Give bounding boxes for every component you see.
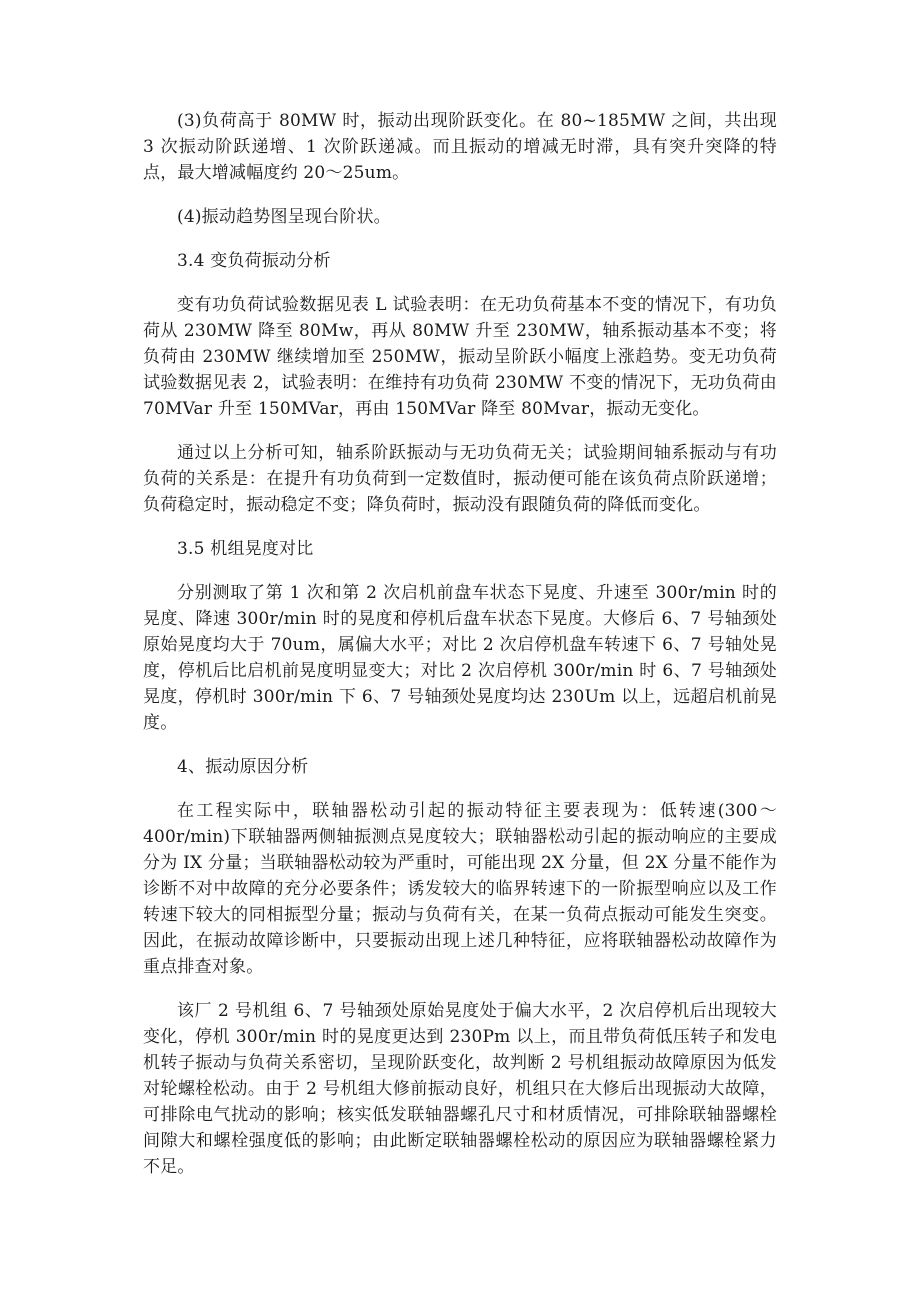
- section-heading-3-5: 3.5 机组晃度对比: [177, 539, 314, 559]
- section-heading-4: 4、振动原因分析: [177, 757, 309, 777]
- paragraph-load-test-data: 变有功负荷试验数据见表 L 试验表明：在无功负荷基本不变的情况下，有功负荷从 230MW 降至 80Mw，再从 80MW 升至 230MW，轴系振动基本不变；将负荷由 230MW 继续增加至 250MW，振动呈阶跃小幅度上涨趋势。变无功负荷试验数据见表 2，试验表明：在维持有功负荷 230MW 不变的情况下，无功负荷由 70MVar 升至 150MVar，再由 150MVar 降至 80Mvar，振动无变化。: [143, 295, 777, 419]
- paragraph-load-step-change: (3)负荷高于 80MW 时，振动出现阶跃变化。在 80~185MW 之间，共出现 3 次振动阶跃递增、1 次阶跃递减。而且振动的增减无时滞，具有突升突降的特点，最大增减幅度约 20～25um。: [143, 111, 777, 183]
- section-heading-3-4: 3.4 变负荷振动分析: [177, 251, 331, 271]
- paragraph-runout-comparison: 分别测取了第 1 次和第 2 次启机前盘车状态下晃度、升速至 300r/min 时的晃度、降速 300r/min 时的晃度和停机后盘车状态下晃度。大修后 6、7 号轴颈处原始晃度均大于 70um，属偏大水平；对比 2 次启停机盘车转速下 6、7 号轴处晃度，停机后比启机前晃度明显变大；对比 2 次启停机 300r/min 时 6、7 号轴颈处晃度，停机时 300r/min 下 6、7 号轴颈处晃度均达 230Um 以上，远超启机前晃度。: [143, 583, 777, 733]
- paragraph-coupling-loosening-features: 在工程实际中，联轴器松动引起的振动特征主要表现为：低转速(300～400r/min)下联轴器两侧轴振测点晃度较大；联轴器松动引起的振动响应的主要成分为 IX 分量；当联轴器松动较为严重时，可能出现 2X 分量，但 2X 分量不能作为诊断不对中故障的充分必要条件；诱发较大的临界转速下的一阶振型响应以及工作转速下较大的同相振型分量；振动与负荷有关，在某一负荷点振动可能发生突变。因此，在振动故障诊断中，只要振动出现上述几种特征，应将联轴器松动故障作为重点排查对象。: [143, 801, 777, 977]
- paragraph-diagnosis-conclusion: 该厂 2 号机组 6、7 号轴颈处原始晃度处于偏大水平，2 次启停机后出现较大变化，停机 300r/min 时的晃度更达到 230Pm 以上，而且带负荷低压转子和发电机转子振动与负荷关系密切，呈现阶跃变化，故判断 2 号机组振动故障原因为低发对轮螺栓松动。由于 2 号机组大修前振动良好，机组只在大修后出现振动大故障，可排除电气扰动的影响；核实低发联轴器螺孔尺寸和材质情况，可排除联轴器螺栓间隙大和螺栓强度低的影响；由此断定联轴器螺栓松动的原因应为联轴器螺栓紧力不足。: [143, 1001, 777, 1177]
- paragraph-trend-staircase: (4)振动趋势图呈现台阶状。: [177, 207, 391, 227]
- paragraph-analysis-summary: 通过以上分析可知，轴系阶跃振动与无功负荷无关；试验期间轴系振动与有功负荷的关系是：在提升有功负荷到一定数值时，振动便可能在该负荷点阶跃递增；负荷稳定时，振动稳定不变；降负荷时，振动没有跟随负荷的降低而变化。: [143, 443, 777, 515]
- document-body: [143, 108, 777, 1198]
